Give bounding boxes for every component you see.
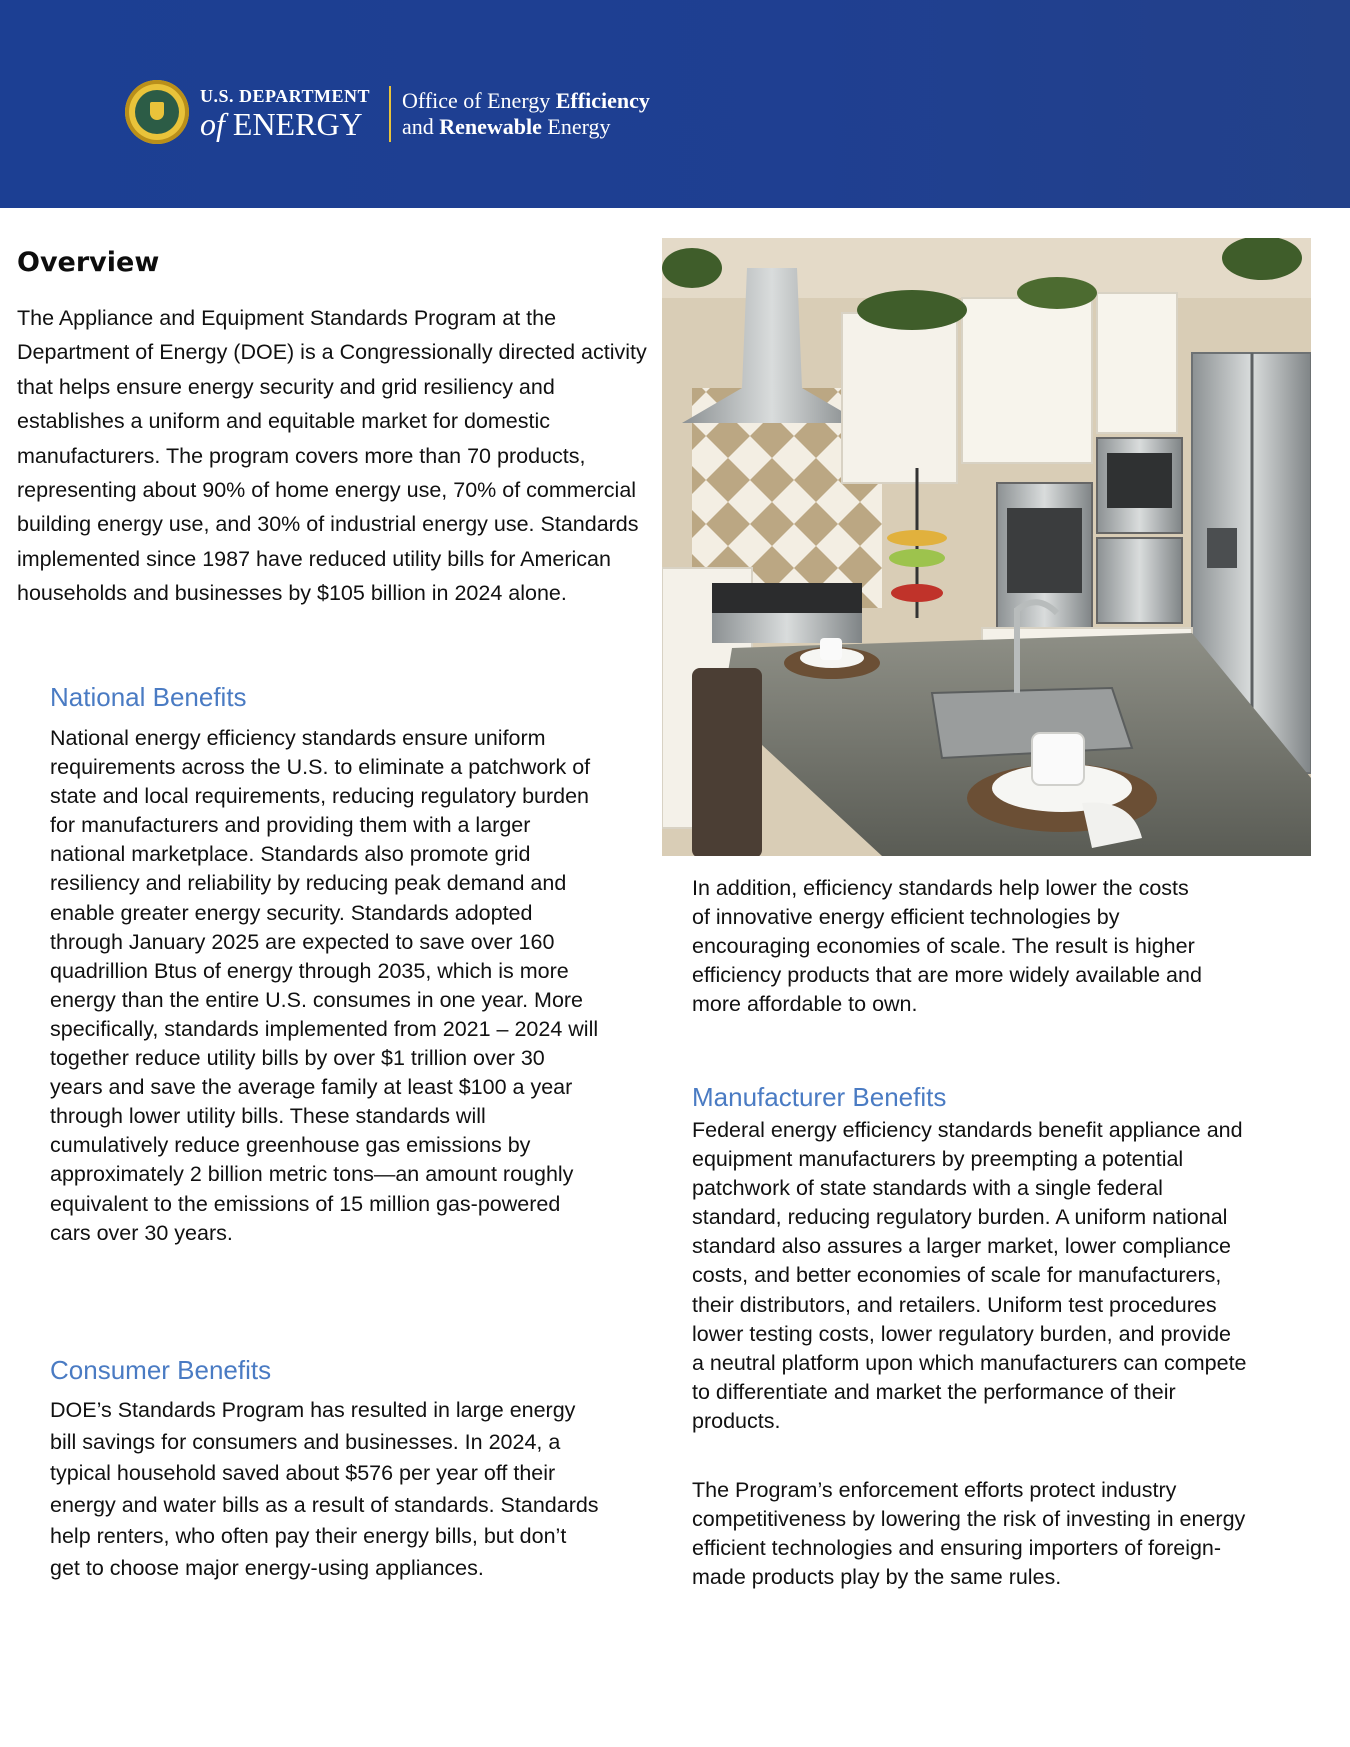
office-line1 [402,88,650,114]
national-benefits-heading: National Benefits [50,682,247,712]
manufacturer-benefits-body: Federal energy efficiency standards benefit appliance and equipment manufacturers by preempting a potential patchwork of state standards with a single federal standard, reducing regulatory burden. A uniform national standard also assures a larger market, lower compliance costs, and better economies of scale for manufacturers, their distributors, and retailers. Uniform test procedures lower testing costs, lower regulatory burden, and provide a neutral platform upon which manufacturers can compete to differentiate and market the performance of their products. [692,1118,1247,1433]
office-line1-bold: Efficiency [555,88,650,113]
office-line2-prefix: and [402,114,440,139]
seal-inner [135,90,179,134]
header-divider [389,86,391,142]
office-line2 [402,114,650,140]
doe-energy: ENERGY [232,106,363,142]
office-line2-suffix: Energy [541,114,611,139]
office-wordmark [402,88,650,140]
manufacturer-benefits-heading: Manufacturer Benefits [692,1082,947,1112]
doe-wordmark [200,86,370,141]
overview-body: The Appliance and Equipment Standards Program at the Department of Energy (DOE) is a Congressionally directed activity that helps ensure energy security and grid resiliency and establishes a uniform and equitable market for domestic manufacturers. The program covers more than 70 products, representing about 90% of home energy use, 70% of commercial building energy use, and 30% of industrial energy use. Standards implemented since 1987 have reduced utility bills for American households and businesses by $105 billion in 2024 alone. [17,306,647,606]
header-banner [0,0,1350,208]
shield-icon [150,102,164,120]
doe-line1: U.S. DEPARTMENT [200,86,371,106]
enforcement-body: The Program’s enforcement efforts protect industry competitiveness by lowering the risk of investing in energy efficient technologies and ensuring importers of foreign-made products play by the same rules. [692,1478,1246,1590]
office-line1-prefix: Office of Energy [402,88,556,113]
overview-heading: Overview [17,247,160,278]
office-line2-bold: Renewable [439,114,542,139]
kitchen-photo-icon [662,238,1311,856]
consumer-benefits-heading: Consumer Benefits [50,1355,272,1385]
additional-benefits-body: In addition, efficiency standards help lower the costs of innovative energy efficient technologies by encouraging economies of scale. The result is higher efficiency products that are more widely available and more affordable to own. [692,876,1202,1017]
national-benefits-body: National energy efficiency standards ensure uniform requirements across the U.S. to eliminate a patchwork of state and local requirements, reducing regulatory burden for manufacturers and providing them with a larger national marketplace. Standards also promote grid resiliency and reliability by reducing peak demand and enable greater energy security. Standards adopted through January 2025 are expected to save over 160 quadrillion Btus of energy through 2035, which is more energy than the entire U.S. consumes in one year. More specifically, standards implemented from 2021 – 2024 will together reduce utility bills by over $1 trillion over 30 years and save the average family at least $100 a year through lower utility bills. These standards will cumulatively reduce greenhouse gas emissions by approximately 2 billion metric tons—an amount roughly equivalent to the emissions of 15 million gas-powered cars over 30 years. [50,726,599,1245]
kitchen-photo [662,238,1311,856]
doe-seal-icon [125,80,189,144]
consumer-benefits-body: DOE’s Standards Program has resulted in large energy bill savings for consumers and businesses. In 2024, a typical household saved about $576 per year off their energy and water bills as a result of standards. Standards help renters, who often pay their energy bills, but don’t get to choose major energy-using appliances. [50,1398,599,1580]
doe-line2 [200,107,370,141]
doe-of: of [200,106,225,142]
